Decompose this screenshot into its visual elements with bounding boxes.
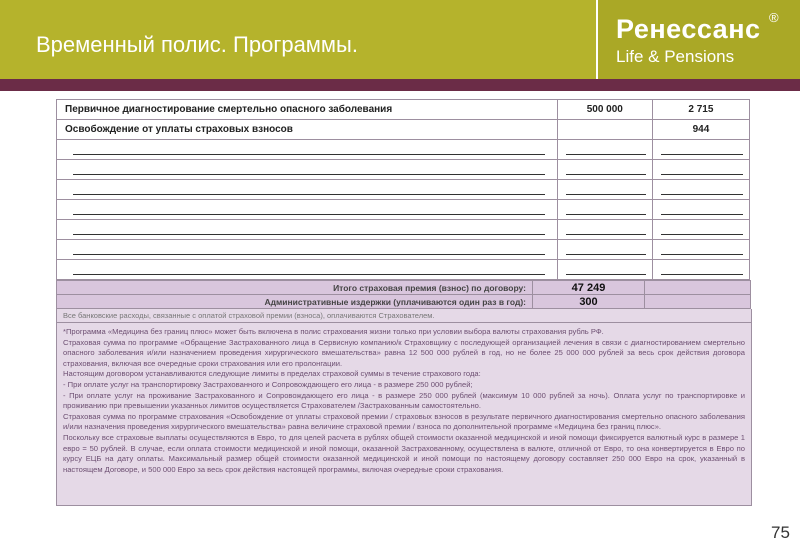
admin-costs-value: 300: [533, 295, 645, 309]
program-sum: [557, 120, 652, 140]
note-paragraph: - При оплате услуг на проживание Застрахованного и Сопровождающего его лица - в размере 250 000 рублей (максимум 10 000 рублей за ночь). Оплата услуг по транспортировке и проживанию при превышении указанных лимитов осуществляется Страхователем /Застрахованным самостоятельно.: [63, 390, 745, 411]
totals-table: [56, 280, 751, 309]
program-label: Первичное диагностирование смертельно опасного заболевания: [57, 100, 558, 120]
table-row-blank: [57, 180, 750, 200]
program-label: Освобождение от уплаты страховых взносов: [57, 120, 558, 140]
table-row-blank: [57, 240, 750, 260]
page-number: 75: [771, 523, 790, 542]
terms-notes: [56, 323, 752, 506]
table-row-blank: [57, 160, 750, 180]
logo-sub-text: Life & Pensions: [616, 47, 735, 66]
program-premium: 944: [652, 120, 749, 140]
program-sum: 500 000: [557, 100, 652, 120]
table-row-blank: [57, 200, 750, 220]
note-paragraph: *Программа «Медицина без границ плюс» может быть включена в полис страхования жизни только при условии выбора валюты страхования рубль РФ.: [63, 327, 604, 336]
table-row-blank: [57, 260, 750, 280]
policy-form: [56, 99, 750, 511]
total-premium-value: 47 249: [533, 281, 645, 295]
logo: [596, 0, 800, 79]
table-row: [57, 120, 750, 140]
header-bar: [0, 0, 800, 79]
program-premium: 2 715: [652, 100, 749, 120]
note-paragraph: Страховая сумма по программе страхования «Освобождение от уплаты страховой премии / страховых взносов в результате первичного диагностирования смертельно опасного заболевания и/или назначения проведения хирургического вмешательства» равна величине страховой премии / взноса по дополнительной программе «Медицина без границ плюс».: [63, 411, 745, 432]
note-paragraph: Поскольку все страховые выплаты осуществляются в Евро, то для целей расчета в рублях общей стоимости оказанной медицинской и иной помощи фиксируется валютный курс в размере 1 евро = 50 рублей. В случае, если оплата стоимости медицинской и иной помощи, оказанной Застрахованному, осуществлена в валюте, отличной от Евро, то она конвертируется в Евро по курсу ЕЦБ на дату оплаты. Максимальный размер общей стоимости оказанной медицинской и иной помощи по настоящему договору составляет 250 000 Евро на срок, указанный в настоящем Договоре, и 500 000 Евро за весь срок действия настоящей программы, включая очередные сроки страхования.: [63, 432, 745, 474]
total-premium-label: Итого страховая премия (взнос) по договору:: [57, 281, 533, 295]
admin-costs-label: Административные издержки (уплачиваются один раз в год):: [57, 295, 533, 309]
table-row-blank: [57, 140, 750, 160]
note-paragraph: Настоящим договором устанавливаются следующие лимиты в пределах страховой суммы в течение страхового года:: [63, 369, 481, 379]
registered-mark: ®: [769, 10, 779, 25]
note-paragraph: Страховая сумма по программе «Обращение Застрахованного лица в Сервисную компанию/к Страховщику с последующей организацией лечения в связи с диагностированием смертельно опасного заболевания и/или назначением проведения хирургического вмешательства» равна 12 500 000 рублей в год, но не более 25 000 000 рублей за весь срок действия договора страхования, включая все очередные сроки страхования или его пролонгации.: [63, 337, 745, 368]
table-row-blank: [57, 220, 750, 240]
logo-main-text: Ренессанс: [616, 14, 761, 44]
page-title: Временный полис. Программы.: [36, 32, 358, 57]
bank-expenses-note: Все банковские расходы, связанные с оплатой страховой премии (взноса), оплачиваются Страхователем.: [56, 309, 752, 323]
note-paragraph: - При оплате услуг на транспортировку Застрахованного и Сопровождающего его лица - в размере 250 000 рублей;: [63, 379, 473, 389]
table-row: [57, 100, 750, 120]
header-band: [0, 79, 800, 91]
programs-table: [56, 99, 750, 280]
